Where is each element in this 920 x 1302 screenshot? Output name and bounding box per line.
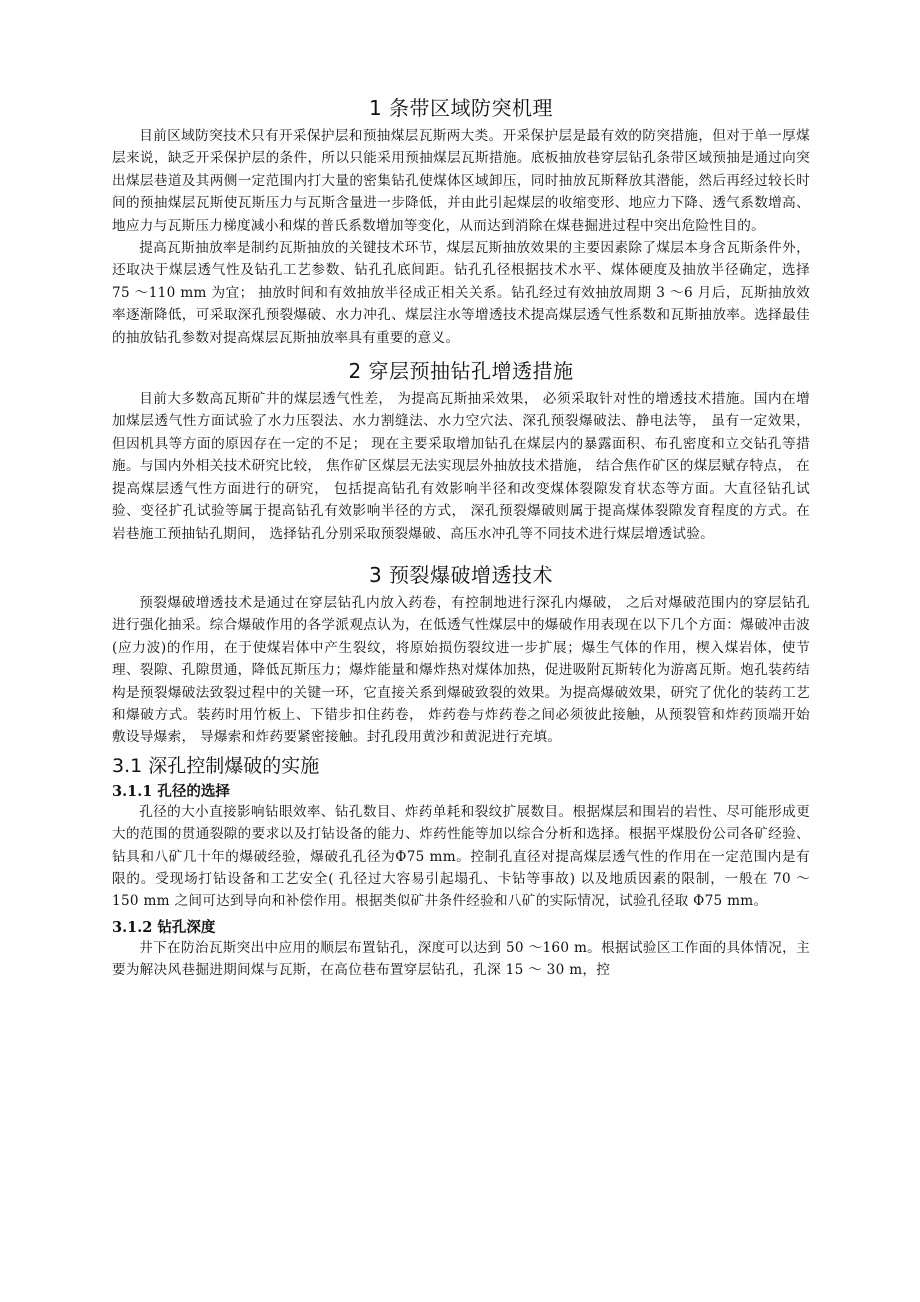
section-3-1-1-heading: 3.1.1 孔径的选择: [112, 782, 230, 800]
section-3-1-2-heading: 3.1.2 钻孔深度: [112, 918, 216, 936]
section-1-paragraph-1: 目前区域防突技术只有开采保护层和预抽煤层瓦斯两大类。开采保护层是最有效的防突措施，但对于单一厚煤层来说，缺乏开采保护层的条件，所以只能采用预抽煤层瓦斯措施。底板抽放巷穿层钻孔条带区域预抽是通过向突出煤层巷道及其两侧一定范围内打大量的密集钻孔使煤体区域卸压，同时抽放瓦斯释放其潜能，然后再经过较长时间的预抽煤层瓦斯使瓦斯压力与瓦斯含量进一步降低，并由此引起煤层的收缩变形、地应力下降、透气系数增高、地应力与瓦斯压力梯度减小和煤的普氏系数增加等变化，从而达到消除在煤巷掘进过程中突出危险性目的。: [112, 128, 810, 234]
section-2-paragraph-1: 目前大多数高瓦斯矿井的煤层透气性差， 为提高瓦斯抽采效果， 必须采取针对性的增透技术措施。国内在增加煤层透气性方面试验了水力压裂法、水力割缝法、水力空穴法、深孔预裂爆破法、静电法等， 虽有一定效果， 但因机具等方面的原因存在一定的不足； 现在主要采取增加钻孔在煤层内的暴露面积、布孔密度和立交钻孔等措施。与国内外相关技术研究比较， 焦作矿区煤层无法实现层外抽放技术措施， 结合焦作矿区的煤层赋存特点， 在提高煤层透气性方面进行的研究， 包括提高钻孔有效影响半径和改变煤体裂隙发育状态等方面。大直径钻孔试验、变径扩孔试验等属于提高钻孔有效影响半径的方式， 深孔预裂爆破则属于提高煤体裂隙发育程度的方式。在岩巷施工预抽钻孔期间， 选择钻孔分别采取预裂爆破、高压水冲孔等不同技术进行煤层增透试验。: [112, 391, 810, 542]
section-2-heading: 2 穿层预抽钻孔增透措施: [348, 359, 574, 384]
section-3-paragraph-1: 预裂爆破增透技术是通过在穿层钻孔内放入药卷，有控制地进行深孔内爆破， 之后对爆破范围内的穿层钻孔进行强化抽采。综合爆破作用的各学派观点认为，在低透气性煤层中的爆破作用表现在以下几个方面：爆破冲击波(应力波)的作用，在于使煤岩体中产生裂纹，将原始损伤裂纹进一步扩展；爆生气体的作用，楔入煤岩体，使节理、裂隙、孔隙贯通，降低瓦斯压力；爆炸能量和爆炸热对煤体加热，促进吸附瓦斯转化为游离瓦斯。炮孔装药结构是预裂爆破法致裂过程中的关键一环，它直接关系到爆破致裂的效果。为提高爆破效果，研究了优化的装药工艺和爆破方式。装药时用竹板上、下错步扣住药卷， 炸药卷与炸药卷之间必须彼此接触，从预裂管和炸药顶端开始敷设导爆索， 导爆索和炸药要紧密接触。封孔段用黄沙和黄泥进行充填。: [112, 594, 810, 746]
section-3-1-1-paragraph-1: 孔径的大小直接影响钻眼效率、钻孔数目、炸药单耗和裂纹扩展数目。根据煤层和围岩的岩性、尽可能形成更大的范围的贯通裂隙的要求以及打钻设备的能力、炸药性能等加以综合分析和选择。根据平煤股份公司各矿经验、钻具和八矿几十年的爆破经验，爆破孔孔径为Φ75 mm。控制孔直径对提高煤层透气性的作用在一定范围内是有限的。受现场打钻设备和工艺安全( 孔径过大容易引起塌孔、卡钻等事故) 以及地质因素的限制，一般在 70 ～ 150 mm 之间可达到导向和补偿作用。根据类似矿井条件经验和八矿的实际情况，试验孔径取 Φ75 mm。: [112, 803, 810, 910]
section-3-1-2-paragraph-1: 井下在防治瓦斯突出中应用的顺层布置钻孔，深度可以达到 50 ～160 m。根据试验区工作面的具体情况，主要为解决风巷掘进期间煤与瓦斯，在高位巷布置穿层钻孔，孔深 15 ～ 30 m，控: [112, 939, 810, 979]
section-1-heading: 1 条带区域防突机理: [368, 96, 554, 120]
document-page: [112, 84, 810, 982]
section-3-1-heading: 3.1 深孔控制爆破的实施: [112, 754, 320, 777]
section-3-heading: 3 预裂爆破增透技术: [368, 562, 554, 587]
section-1-paragraph-2: 提高瓦斯抽放率是制约瓦斯抽放的关键技术环节，煤层瓦斯抽放效果的主要因素除了煤层本身含瓦斯条件外，还取决于煤层透气性及钻孔工艺参数、钻孔孔底间距。钻孔孔径根据技术水平、煤体硬度及抽放半径确定，选择 75 ～110 mm 为宜； 抽放时间和有效抽放半径成正相关关系。钻孔经过有效抽放周期 3 ～6 月后，瓦斯抽放效率逐渐降低，可采取深孔预裂爆破、水力冲孔、煤层注水等增透技术提高煤层透气性系数和瓦斯抽放率。选择最佳的抽放钻孔参数对提高煤层瓦斯抽放率具有重要的意义。: [112, 240, 810, 346]
